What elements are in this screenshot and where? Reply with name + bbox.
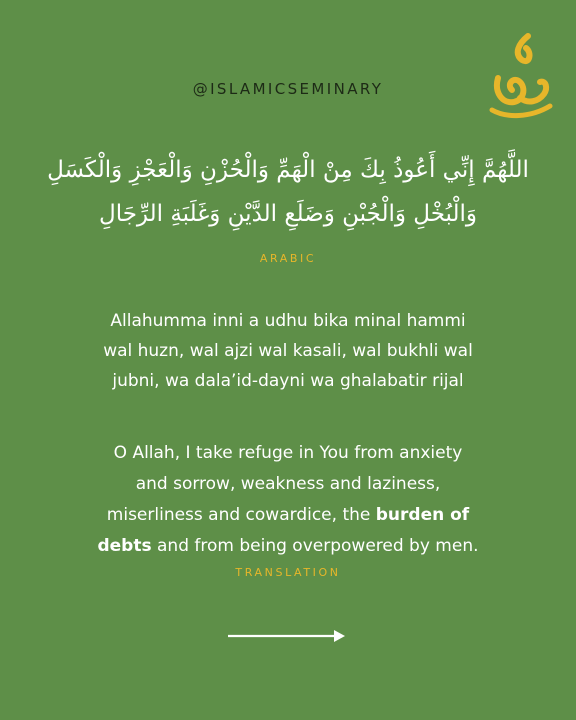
- translation-emphasis: debts: [97, 536, 152, 556]
- translation-line: and sorrow, weakness and laziness,: [135, 474, 441, 494]
- arrow-right-icon[interactable]: [228, 628, 348, 644]
- translation-text: [40, 438, 536, 562]
- transliteration-line: wal huzn, wal ajzi wal kasali, wal bukhli wal: [103, 341, 473, 361]
- transliteration-line: Allahumma inni a udhu bika minal hammi: [110, 311, 466, 331]
- translation-section-label: TRANSLATION: [235, 566, 341, 579]
- arabic-line: وَالْبُخْلِ وَالْجُبْنِ وَضَلَعِ الدَّيْنِ وَغَلَبَةِ الرِّجَالِ: [99, 201, 477, 227]
- ramadan-calligraphy-icon: [484, 32, 554, 122]
- translation-line: [40, 531, 536, 562]
- transliteration-text: [40, 306, 536, 396]
- translation-emphasis: burden of: [375, 505, 470, 525]
- account-handle: @ISLAMICSEMINARY: [192, 80, 384, 98]
- arabic-dua-text: [24, 148, 552, 236]
- transliteration-line: jubni, wa dala’id-dayni wa ghalabatir rijal: [112, 371, 464, 391]
- translation-segment: and from being overpowered by men.: [151, 536, 479, 556]
- translation-segment: miserliness and cowardice, the: [106, 505, 376, 525]
- translation-line: [40, 500, 536, 531]
- translation-line: O Allah, I take refuge in You from anxiety: [113, 443, 463, 463]
- arabic-section-label: ARABIC: [259, 252, 317, 265]
- arabic-line: اللَّهُمَّ إِنِّي أَعُوذُ بِكَ مِنْ الْهَمِّ وَالْحُزْنِ وَالْعَجْزِ وَالْكَسَلِ: [47, 157, 529, 183]
